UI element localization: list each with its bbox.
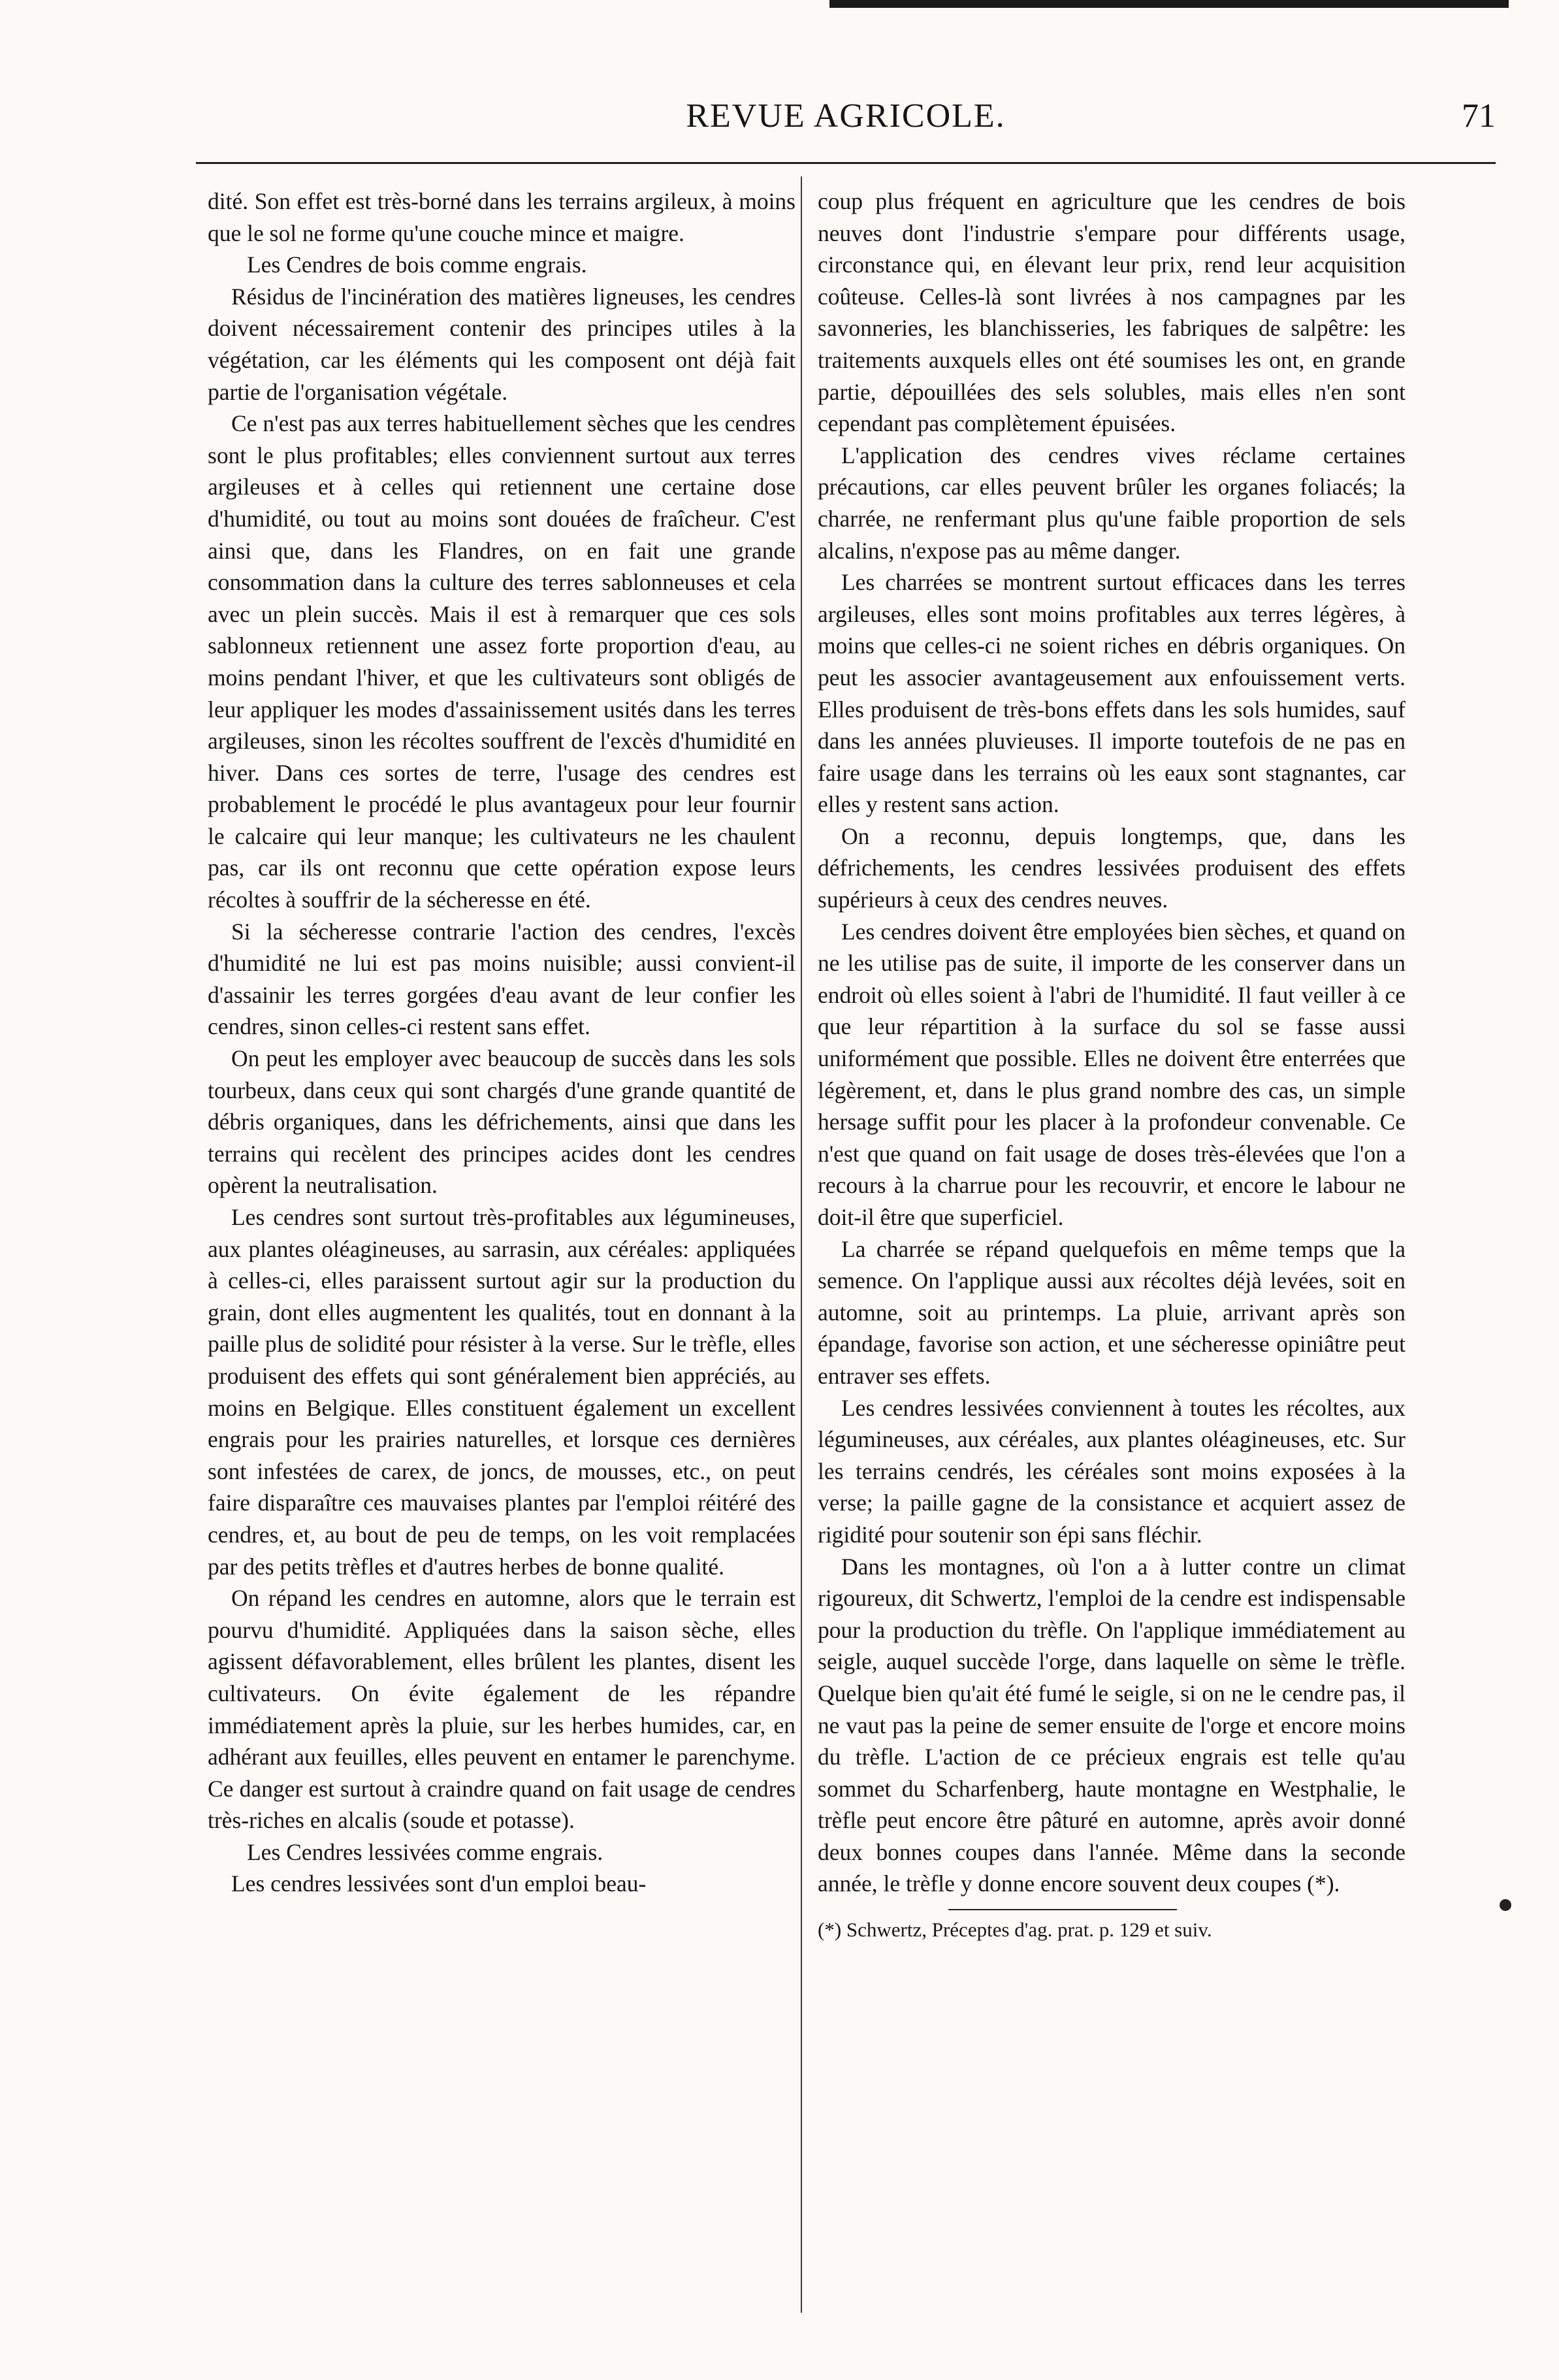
section-heading: Les Cendres de bois comme engrais. [247,252,587,278]
paragraph: Les cendres lessivées sont d'un emploi beau- [231,1870,647,1897]
paragraph: On a reconnu, depuis longtemps, que, dans les défrichements, les cendres lessivées produisent des effets supérieurs à ceux des cendres neuves. [818,823,1406,913]
footnote-rule [948,1909,1177,1910]
paragraph: Les cendres sont surtout très-profitables aux légumineuses, aux plantes oléagineuses, au sarrasin, aux céréales: appliquées à celles-ci, elles paraissent surtout agir sur la production du grain, dont elles augmentent les qualités, tout en donnant à la paille plus de solidité pour résister à la verse. Sur le trèfle, elles produisent des effets qui sont généralement bien appréciés, au moins en Belgique. Elles constituent également un excellent engrais pour les prairies naturelles, et lorsque ces dernières sont infestées de carex, de joncs, de mousses, etc., on peut faire disparaître ces mauvaises plantes par l'emploi réitéré des cendres, et, au bout de peu de temps, on les voit remplacées par des petits trèfles et d'autres herbes de bonne qualité. [208,1204,796,1580]
header-rule [196,162,1496,164]
paragraph: Si la sécheresse contrarie l'action des cendres, l'excès d'humidité ne lui est pas moins nuisible; aussi convient-il d'assainir les terres gorgées d'eau avant de leur confier les cendres, sinon celles-ci restent sans effet. [208,918,796,1040]
page-number: 71 [1462,97,1496,135]
page-header [196,97,1496,149]
footnote: (*) Schwertz, Préceptes d'ag. prat. p. 129 et suiv. [818,1918,1212,1942]
left-column [208,186,796,1900]
paragraph: Ce n'est pas aux terres habituellement sèches que les cendres sont le plus profitables; elles conviennent surtout aux terres argileuses et à celles qui retiennent une certaine dose d'humidité, ou tout au moins sont douées de fraîcheur. C'est ainsi que, dans les Flandres, on en fait une grande consommation dans la culture des terres sablonneuses et cela avec un plein succès. Mais il est à remarquer que ces sols sablonneux retiennent une assez forte proportion d'eau, au moins pendant l'hiver, et que les cultivateurs sont obligés de leur appliquer les modes d'assainissement usités dans les terres argileuses, sinon les récoltes souffrent de l'excès d'humidité en hiver. Dans ces sortes de terre, l'usage des cendres est probablement le procédé le plus avantageux pour leur fournir le calcaire qui leur manque; les cultivateurs ne les chaulent pas, car ils ont reconnu que cette opération expose leurs récoltes à souffrir de la sécheresse en été. [208,410,796,913]
paragraph: Les cendres lessivées conviennent à toutes les récoltes, aux légumineuses, aux céréales, aux plantes oléagineuses, etc. Sur les terrains cendrés, les céréales sont moins exposées à la verse; la paille gagne de la consistance et acquiert assez de rigidité pour soutenir son épi sans fléchir. [818,1394,1406,1548]
top-rule [829,0,1509,8]
paragraph: L'application des cendres vives réclame certaines précautions, car elles peuvent brûler les organes foliacés; la charrée, ne renfermant plus qu'une faible proportion de sels alcalins, n'expose pas au même danger. [818,442,1406,564]
right-column [818,186,1406,1943]
paragraph: Dans les montagnes, où l'on a à lutter contre un climat rigoureux, dit Schwertz, l'emploi de la cendre est indispensable pour la production du trèfle. On l'applique immédiatement au seigle, auquel succède l'orge, dans laquelle on sème le trèfle. Quelque bien qu'ait été fumé le seigle, si on ne le cendre pas, il ne vaut pas la peine de semer ensuite de l'orge et encore moins du trèfle. L'action de ce précieux engrais est telle qu'au sommet du Scharfenberg, haute montagne en Westphalie, le trèfle peut encore être pâturé en automne, après avoir donné deux bonnes coupes dans l'année. Même dans la seconde année, le trèfle y donne encore souvent deux coupes (*). [818,1553,1406,1897]
paragraph: La charrée se répand quelquefois en même temps que la semence. On l'applique aussi aux récoltes déjà levées, soit en automne, soit au printemps. La pluie, arrivant après son épandage, favorise son action, et une sécheresse opiniâtre peut entraver ses effets. [818,1235,1406,1389]
paragraph: On répand les cendres en automne, alors que le terrain est pourvu d'humidité. Appliquées dans la saison sèche, elles agissent défavorablement, elles brûlent les plantes, disent les cultivateurs. On évite également de les répandre immédiatement après la pluie, sur les herbes humides, car, en adhérant aux feuilles, elles peuvent en entamer le parenchyme. Ce danger est surtout à craindre quand on fait usage de cendres très-riches en alcalis (soude et potasse). [208,1585,796,1834]
paragraph-continued: dité. Son effet est très-borné dans les terrains argileux, à moins que le sol ne forme qu'une couche mince et maigre. [208,188,796,246]
paragraph: Les charrées se montrent surtout efficaces dans les terres argileuses, elles sont moins profitables aux terres légères, à moins que celles-ci ne soient riches en débris organiques. On peut les associer avantageusement aux enfouissement verts. Elles produisent de très-bons effets dans les sols humides, sauf dans les années pluvieuses. Il importe toutefois de ne pas en faire usage dans les terrains où les eaux sont stagnantes, car elles y restent sans action. [818,569,1406,818]
paragraph: Les cendres doivent être employées bien sèches, et quand on ne les utilise pas de suite, il importe de les conserver dans un endroit où elles soient à l'abri de l'humidité. Il faut veiller à ce que leur répartition à la surface du sol se fasse aussi uniformément que possible. Elles ne doivent être enterrées que légèrement, et, dans le plus grand nombre des cas, un simple hersage suffit pour les placer à la profondeur convenable. Ce n'est que quand on fait usage de doses très-élevées que l'on a recours à la charrue pour les recouvrir, et encore le labour ne doit-il être que superficiel. [818,918,1406,1230]
paragraph: Résidus de l'incinération des matières ligneuses, les cendres doivent nécessairement contenir des principes utiles à la végétation, car les éléments qui les composent ont déjà fait partie de l'organisation végétale. [208,283,796,405]
running-title: REVUE AGRICOLE. [686,97,1006,135]
paragraph: On peut les employer avec beaucoup de succès dans les sols tourbeux, dans ceux qui sont chargés d'une grande quantité de débris organiques, dans les défrichements, ainsi que dans les terrains qui recèlent des principes acides dont les cendres opèrent la neutralisation. [208,1045,796,1199]
section-heading: Les Cendres lessivées comme engrais. [247,1838,603,1865]
margin-mark [1500,1899,1511,1911]
paragraph-continued: coup plus fréquent en agriculture que les cendres de bois neuves dont l'industrie s'empare pour différents usage, circonstance qui, en élevant leur prix, rend leur acquisition coûteuse. Celles-là sont livrées à nos campagnes par les savonneries, les blanchisseries, les fabriques de salpêtre: les traitements auxquels elles ont été soumises les ont, en grande partie, dépouillées des sels solubles, mais elles n'en sont cependant pas complètement épuisées. [818,188,1406,437]
column-divider [801,176,802,2313]
